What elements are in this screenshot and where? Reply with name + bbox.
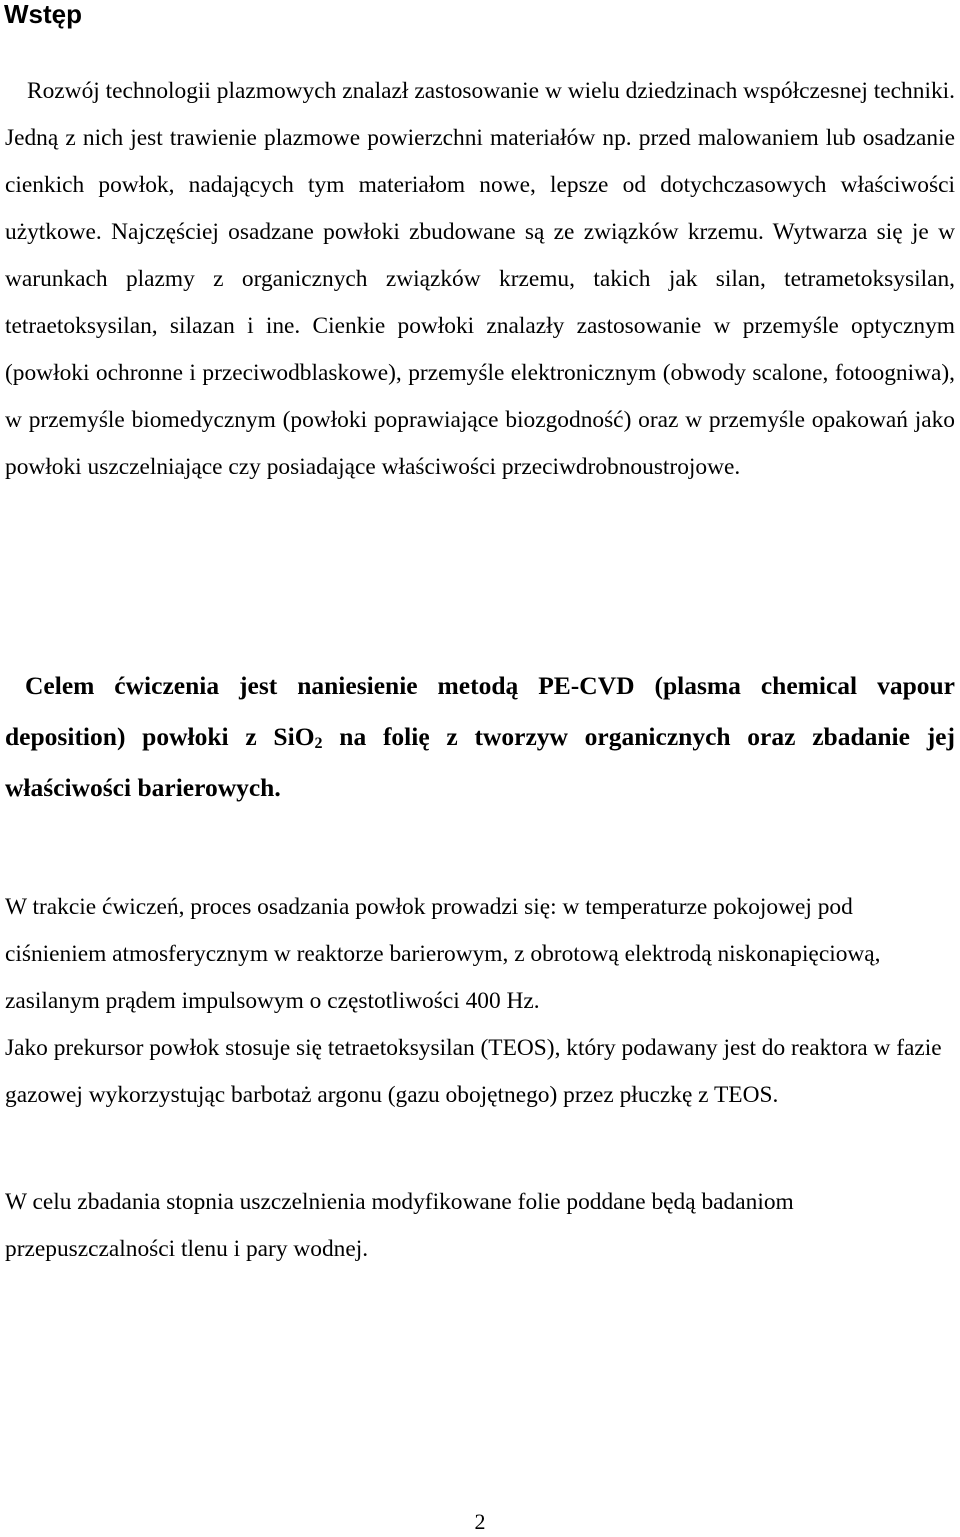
intro-paragraph: Rozwój technologii plazmowych znalazł zastosowanie w wielu dziedzinach współczesnej techniki. Jedną z nich jest trawienie plazmowe powierzchni materiałów np. przed malowaniem lub osadzanie cienkich powłok, nadających tym materiałom nowe, lepsze od dotychczasowych właściwości użytkowe. Najczęściej osadzane powłoki zbudowane są ze związków krzemu. Wytwarza się je w warunkach plazmy z organicznych związków krzemu, takich jak silan, tetrametoksysilan, tetraetoksysilan, silazan i ine. Cienkie powłoki znalazły zastosowanie w przemyśle optycznym (powłoki ochronne i przeciwodblaskowe), przemyśle elektronicznym (obwody scalone, fotoogniwa), w przemyśle biomedycznym (powłoki poprawiające biozgodność) oraz w przemyśle opakowań jako powłoki uszczelniające czy posiadające właściwości przeciwdrobnoustrojowe. [5,78,955,480]
section-heading: Wstęp [4,0,82,29]
goal-text-after: na folię z tworzyw organicznych oraz zbadanie jej właściwości barierowych. [5,722,955,802]
method-paragraph [5,884,955,1119]
method-text-part2: Jako prekursor powłok stosuje się tetraetoksysilan (TEOS), który podawany jest do reaktora w fazie gazowej wykorzystując barbotaż argonu (gazu obojętnego) przez płuczkę z TEOS. [5,1035,942,1108]
method-text-part1: W trakcie ćwiczeń, proces osadzania powłok prowadzi się: w temperaturze pokojowej pod ciśnieniem atmosferycznym w reaktorze barierowym, z obrotową elektrodą niskonapięciową, zasilanym prądem impulsowym o częstotliwości 400 Hz. [5,894,881,1014]
goal-subscript: 2 [314,735,323,752]
goal-text-before: Celem ćwiczenia jest naniesienie metodą PE-CVD (plasma chemical vapour deposition) powłoki z SiO [5,671,955,751]
page-number: 2 [474,1509,486,1534]
goal-paragraph [5,660,955,813]
purpose-paragraph: W celu zbadania stopnia uszczelnienia modyfikowane folie poddane będą badaniom przepuszczalności tlenu i pary wodnej. [5,1189,794,1262]
